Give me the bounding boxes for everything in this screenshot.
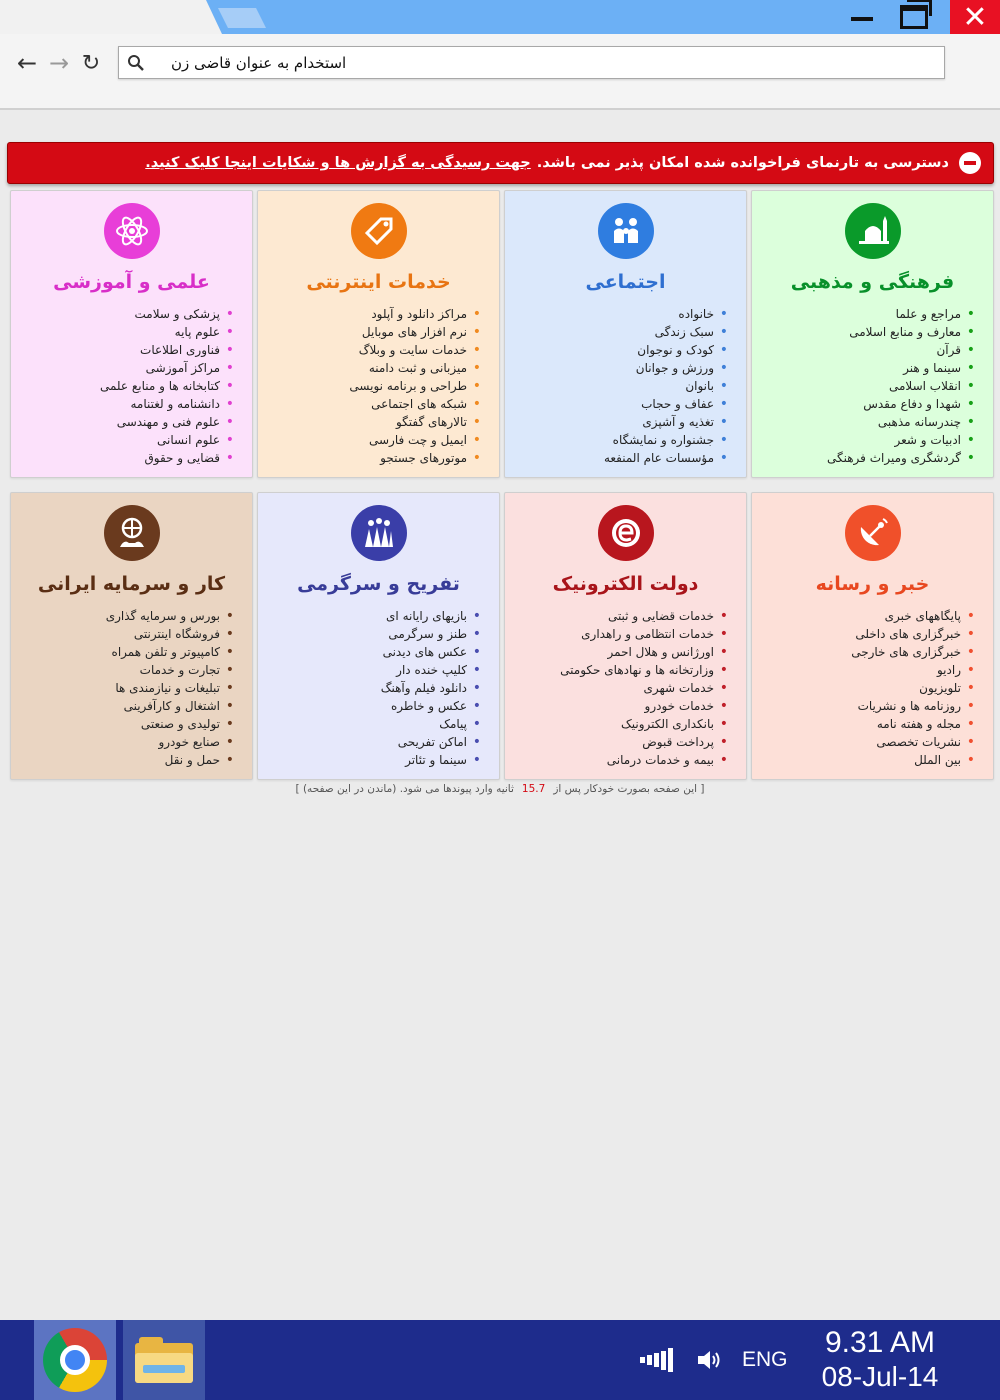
active-tab[interactable]: [0, 0, 222, 34]
blocked-alert-banner: [7, 142, 994, 184]
satellite-icon[interactable]: [845, 505, 901, 561]
category-link-list: [752, 305, 993, 467]
category-card: [10, 492, 253, 780]
volume-icon[interactable]: [696, 1320, 726, 1400]
category-link[interactable]: • مراجع و علما: [762, 305, 975, 323]
category-card: [504, 190, 747, 478]
category-link[interactable]: • سینما و هنر: [762, 359, 975, 377]
close-window-button[interactable]: [950, 0, 1000, 34]
category-link[interactable]: • بازیهای رایانه ای: [268, 607, 481, 625]
category-link[interactable]: • میزبانی و ثبت دامنه: [268, 359, 481, 377]
category-title[interactable]: کار و سرمایه ایرانی: [37, 573, 226, 595]
category-link[interactable]: • خانواده: [515, 305, 728, 323]
category-link[interactable]: • خدمات خودرو: [515, 697, 728, 715]
atom-icon[interactable]: [104, 203, 160, 259]
forward-button[interactable]: [44, 48, 74, 78]
category-link[interactable]: • مؤسسات عام المنفعه: [515, 449, 728, 467]
category-link[interactable]: • سبک زندگی: [515, 323, 728, 341]
family-icon[interactable]: [598, 203, 654, 259]
redirect-countdown: 15.7: [521, 783, 546, 795]
category-link[interactable]: • نرم افزار های موبایل: [268, 323, 481, 341]
category-title[interactable]: علمی و آموزشی: [53, 271, 210, 293]
category-link[interactable]: • خدمات انتظامی و راهداری: [515, 625, 728, 643]
category-link[interactable]: • قضایی و حقوق: [21, 449, 234, 467]
category-link[interactable]: • چندرسانه مذهبی: [762, 413, 975, 431]
reload-button[interactable]: [76, 48, 106, 78]
category-link-list: [11, 607, 252, 769]
category-link[interactable]: • تبلیغات و نیازمندی ها: [21, 679, 234, 697]
category-card: [751, 492, 994, 780]
category-link[interactable]: • علوم فنی و مهندسی: [21, 413, 234, 431]
category-link[interactable]: • خدمات شهری: [515, 679, 728, 697]
category-link[interactable]: • دانشنامه و لغتنامه: [21, 395, 234, 413]
clock-time: 9.31 AM: [824, 1326, 936, 1359]
category-link-list: [258, 305, 499, 467]
category-link[interactable]: • دانلود فیلم وآهنگ: [268, 679, 481, 697]
category-link[interactable]: • طراحی و برنامه نویسی: [268, 377, 481, 395]
category-link[interactable]: • وزارتخانه ها و نهادهای حکومتی: [515, 661, 728, 679]
minus-circle-icon: [959, 152, 981, 174]
address-text[interactable]: استخدام به عنوان قاضی زن: [171, 53, 347, 72]
category-link[interactable]: • گردشگری ومیراث فرهنگی: [762, 449, 975, 467]
close-icon: ✕: [962, 0, 988, 35]
category-link[interactable]: • حمل و نقل: [21, 751, 234, 769]
chrome-icon: [43, 1328, 107, 1392]
category-card: [751, 190, 994, 478]
category-link[interactable]: • سینما و تئاتر: [268, 751, 481, 769]
category-link[interactable]: • کتابخانه ها و منابع علمی: [21, 377, 234, 395]
category-link[interactable]: • خبرگزاری های خارجی: [762, 643, 975, 661]
category-link-list: [258, 607, 499, 769]
browser-titlebar: [0, 0, 1000, 34]
category-link[interactable]: • مراکز آموزشی: [21, 359, 234, 377]
category-title[interactable]: فرهنگی و مذهبی: [790, 271, 955, 293]
category-link[interactable]: • صنایع خودرو: [21, 733, 234, 751]
category-link[interactable]: • پیامک: [268, 715, 481, 733]
category-link[interactable]: • طنز و سرگرمی: [268, 625, 481, 643]
category-link[interactable]: • تغذیه و آشپزی: [515, 413, 728, 431]
new-tab-button[interactable]: [218, 8, 266, 28]
category-link[interactable]: • خدمات سایت و وبلاگ: [268, 341, 481, 359]
category-link[interactable]: • عکس های دیدنی: [268, 643, 481, 661]
category-link[interactable]: • انقلاب اسلامی: [762, 377, 975, 395]
e-gov-icon[interactable]: [598, 505, 654, 561]
redirect-notice: [0, 783, 1000, 795]
category-card: [10, 190, 253, 478]
taskbar-chrome-button[interactable]: [34, 1320, 116, 1400]
category-link[interactable]: • بورس و سرمایه گذاری: [21, 607, 234, 625]
category-card: [504, 492, 747, 780]
category-link[interactable]: • ایمیل و چت فارسی: [268, 431, 481, 449]
signal-icon[interactable]: [640, 1320, 680, 1400]
search-icon: [119, 47, 153, 79]
clock-date: 08-Jul-14: [821, 1361, 939, 1392]
category-link[interactable]: • تولیدی و صنعتی: [21, 715, 234, 733]
category-link[interactable]: • کودک و نوجوان: [515, 341, 728, 359]
category-link[interactable]: • عفاف و حجاب: [515, 395, 728, 413]
category-link[interactable]: • عکس و خاطره: [268, 697, 481, 715]
category-link[interactable]: • ورزش و جوانان: [515, 359, 728, 377]
category-link[interactable]: • مراکز دانلود و آپلود: [268, 305, 481, 323]
browser-toolbar: [0, 34, 1000, 110]
file-explorer-icon: [135, 1337, 193, 1383]
redirect-text-after[interactable]: ثانیه وارد پیوندها می شود. (ماندن در این صفحه) ]: [295, 783, 514, 795]
category-title[interactable]: تفریح و سرگرمی: [297, 573, 460, 595]
category-link[interactable]: • بیمه و خدمات درمانی: [515, 751, 728, 769]
redirect-text-before: [ این صفحه بصورت خودکار پس از: [553, 783, 705, 795]
category-link[interactable]: • خدمات قضایی و ثبتی: [515, 607, 728, 625]
language-indicator[interactable]: ENG: [742, 1348, 788, 1371]
category-link[interactable]: • پرداخت قبوض: [515, 733, 728, 751]
category-link[interactable]: • رادیو: [762, 661, 975, 679]
tag-icon[interactable]: [351, 203, 407, 259]
category-link[interactable]: • علوم انسانی: [21, 431, 234, 449]
business-icon[interactable]: [104, 505, 160, 561]
forward-arrow-icon: →: [48, 49, 70, 77]
category-link[interactable]: • تالارهای گفتگو: [268, 413, 481, 431]
category-link[interactable]: • روزنامه ها و نشریات: [762, 697, 975, 715]
category-link[interactable]: • بین الملل: [762, 751, 975, 769]
category-title[interactable]: دولت الکترونیک: [552, 573, 699, 595]
category-title[interactable]: خدمات اینترنتی: [306, 271, 451, 293]
category-link[interactable]: • معارف و منابع اسلامی: [762, 323, 975, 341]
category-link[interactable]: • شهدا و دفاع مقدس: [762, 395, 975, 413]
party-icon[interactable]: [351, 505, 407, 561]
alert-text: دسترسی به تارنمای فراخوانده شده امکان پذیر نمی باشد.: [536, 155, 949, 171]
category-title[interactable]: خبر و رسانه: [815, 573, 930, 595]
category-link[interactable]: • قرآن: [762, 341, 975, 359]
category-link[interactable]: • علوم پایه: [21, 323, 234, 341]
taskbar: [0, 1320, 1000, 1400]
category-link[interactable]: • اورژانس و هلال احمر: [515, 643, 728, 661]
category-link[interactable]: • اشتغال و کارآفرینی: [21, 697, 234, 715]
category-link-list: [11, 305, 252, 467]
category-link[interactable]: • پزشکی و سلامت: [21, 305, 234, 323]
maximize-button[interactable]: [892, 0, 936, 34]
category-grid: [7, 190, 994, 780]
category-link-list: [752, 607, 993, 769]
category-link[interactable]: • بانوان: [515, 377, 728, 395]
category-card: [257, 190, 500, 478]
category-link[interactable]: • بانکداری الکترونیک: [515, 715, 728, 733]
category-link[interactable]: • مجله و هفته نامه: [762, 715, 975, 733]
category-link[interactable]: • فروشگاه اینترنتی: [21, 625, 234, 643]
category-link[interactable]: • ادبیات و شعر: [762, 431, 975, 449]
reload-icon: ↻: [81, 50, 101, 76]
category-link[interactable]: • خبرگزاری های داخلی: [762, 625, 975, 643]
category-link[interactable]: • تلویزیون: [762, 679, 975, 697]
category-link-list: [505, 305, 746, 467]
category-link[interactable]: • جشنواره و نمایشگاه: [515, 431, 728, 449]
back-button[interactable]: [12, 48, 42, 78]
category-link[interactable]: • اماکن تفریحی: [268, 733, 481, 751]
category-link-list: [505, 607, 746, 769]
category-link[interactable]: • شبکه های اجتماعی: [268, 395, 481, 413]
taskbar-explorer-button[interactable]: [123, 1320, 205, 1400]
system-clock[interactable]: [810, 1326, 950, 1394]
address-bar[interactable]: [118, 46, 945, 79]
category-link[interactable]: • نشریات تخصصی: [762, 733, 975, 751]
category-link[interactable]: • تجارت و خدمات: [21, 661, 234, 679]
category-link[interactable]: • کامپیوتر و تلفن همراه: [21, 643, 234, 661]
category-link[interactable]: • فناوری اطلاعات: [21, 341, 234, 359]
complaint-link[interactable]: جهت رسیدگی به گزارش ها و شکایات اینجا کلیک کنید.: [145, 155, 531, 171]
category-link[interactable]: • پایگاههای خبری: [762, 607, 975, 625]
mosque-icon[interactable]: [845, 203, 901, 259]
category-card: [257, 492, 500, 780]
back-arrow-icon: ←: [16, 49, 38, 77]
category-link[interactable]: • کلیپ خنده دار: [268, 661, 481, 679]
alert-message: [145, 155, 949, 171]
category-link[interactable]: • موتورهای جستجو: [268, 449, 481, 467]
minimize-button[interactable]: [842, 0, 882, 34]
maximize-icon: [900, 5, 928, 29]
category-title[interactable]: اجتماعی: [585, 271, 666, 293]
